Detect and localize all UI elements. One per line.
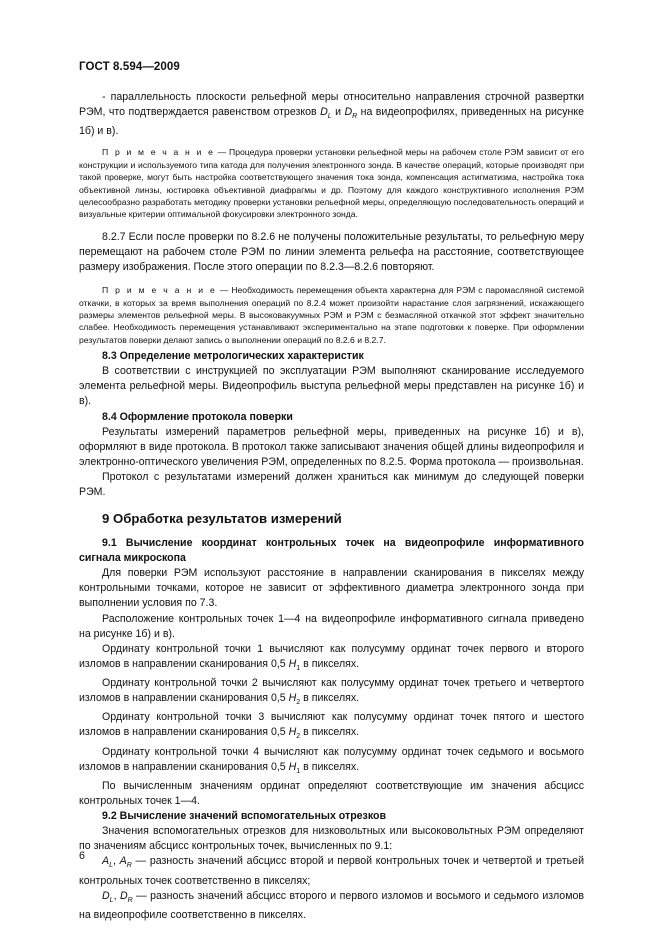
paragraph-8-3: В соответствии с инструкцией по эксплуатации РЭМ выполняют сканирование исследуемого элемента рельефной меры. Видеопрофиль выступа рельефной меры представлен на рисунке 1б) и в). [79,365,584,408]
note-procedure [79,146,584,220]
page-number: 6 [79,850,85,862]
subheading-8-4: 8.4 Оформление протокола поверки [102,410,293,423]
note-text: — Необходимость перемещения объекта характерна для РЭМ с паромасляной системой откачки, в которых за время выполнения операций по 8.2.4 может произойти нарастание слоя загрязнений, искажающего размеры элементов рельефной меры. В высоковакуумных РЭМ и РЭМ с безмасляной откачкой этот эффект значительно слабее. Необходимость перемещения устанавливают экспериментально на этапе подготовки к поверке. При оформлении результатов поверки делают запись о выполнении операций по 8.2.6 и 8.2.7. [79,285,585,345]
paragraph-9-1-point3: Ординату контрольной точки 3 вычисляют как полусумму ординат точек пятого и шестого изломов в направлении сканирования 0,5 $H_2$ в пикселях. [79,711,584,741]
note-text: — Процедура проверки установки рельефной меры на рабочем столе РЭМ зависит от его конструкции и используемого типа катода для получения электронного зонда. В качестве операций, которые производят при такой проверке, могут быть настройка соответствующего значения тока зонда, компенсация астигматизма, настройка тока объективной линзы, юстировка объективной диафрагмы и др. Поэтому для каждого конструктивного исполнения РЭМ целесообразно разработать методику проверки установки рельефной меры, определяющую последовательность операций и визуальные критерии оптимальной фокусировки электронного зонда. [79,147,584,220]
paragraph-9-1-abscissas: По вычисленным значениям ординат определяют соответствующие им значения абсцисс контрольных точек 1—4. [79,779,584,808]
subheading-9-2: 9.2 Вычисление значений вспомогательных отрезков [102,810,386,823]
paragraph-9-1-location: Расположение контрольных точек 1—4 на видеопрофиле информативного сигнала приведено на рисунке 1б) и в). [79,612,584,640]
paragraph-9-2-a: $A_L$, $A_R$ — разность значений абсцисс второй и первой контрольных точек и четвертой и третьей контрольных точек соответственно в пикселях; [79,855,584,887]
paragraph-8-4-storage: Протокол с результатами измерений должен храниться как минимум до следующей поверки РЭМ. [79,470,584,498]
paragraph-9-2-intro: Значения вспомогательных отрезков для низковольтных или высоковольтных РЭМ определяют по значениям абсцисс контрольных точек, вычисленных по 9.1: [79,825,584,853]
paragraph-9-1-point2: Ординату контрольной точки 2 вычисляют как полусумму ординат точек третьего и четвертого изломов в направлении сканирования 0,5 $H_2$ в пикселях. [79,677,584,707]
note-label: П р и м е ч а н и е [102,285,217,296]
note-displacement [79,284,584,346]
paragraph-8-2-7: 8.2.7 Если после проверки по 8.2.6 не получены положительные результаты, то рельефную меру перемещают на рабочем столе РЭМ по линии элемента рельефа на расстояние, соответствующее размеру изображения. После этого операции по 8.2.3—8.2.6 повторяют. [79,230,584,274]
subheading-8-3: 8.3 Определение метрологических характеристик [102,350,364,363]
page-content [79,90,584,923]
paragraph-parallelism: - параллельность плоскости рельефной меры относительно направления строчной развертки РЭМ, что подтверждается равенством отрезков $D_L$ и $D_R$ на видеопрофилях, приведенных на рисунке 1б) и в). [79,91,584,138]
paragraph-9-2-d: $D_L$, $D_R$ — разность значений абсцисс второго и первого изломов и восьмого и седьмого изломов на видеопрофиле соответственно в пикселях. [79,889,584,921]
paragraph-9-1-distance: Для поверки РЭМ используют расстояние в направлении сканирования в пикселях между контрольными точками, которое не зависит от эффективного диаметра электронного зонда при выполнении условия по 7.3. [79,567,584,610]
note-label: П р и м е ч а н и е [102,147,215,158]
section-title-9: 9 Обработка результатов измерений [102,511,342,527]
paragraph-9-1-point4: Ординату контрольной точки 4 вычисляют как полусумму ординат точек седьмого и восьмого изломов в направлении сканирования 0,5 $H_1$ в пикселях. [79,745,584,775]
subheading-9-1: 9.1 Вычисление координат контрольных точек на видеопрофиле информативного сигнала микроскопа [79,537,584,565]
document-header: ГОСТ 8.594—2009 [79,61,180,73]
paragraph-9-1-point1: Ординату контрольной точки 1 вычисляют как полусумму ординат точек первого и второго изломов в направлении сканирования 0,5 $H_1$ в пикселях. [79,642,584,672]
paragraph-8-4-protocol: Результаты измерений параметров рельефной меры, приведенных на рисунке 1б) и в), оформляют в виде протокола. В протокол также записывают значения общей длины видеопрофиля и электронно-оптического увеличения РЭМ, определенных по 8.2.5. Форма протокола — произвольная. [79,425,584,468]
